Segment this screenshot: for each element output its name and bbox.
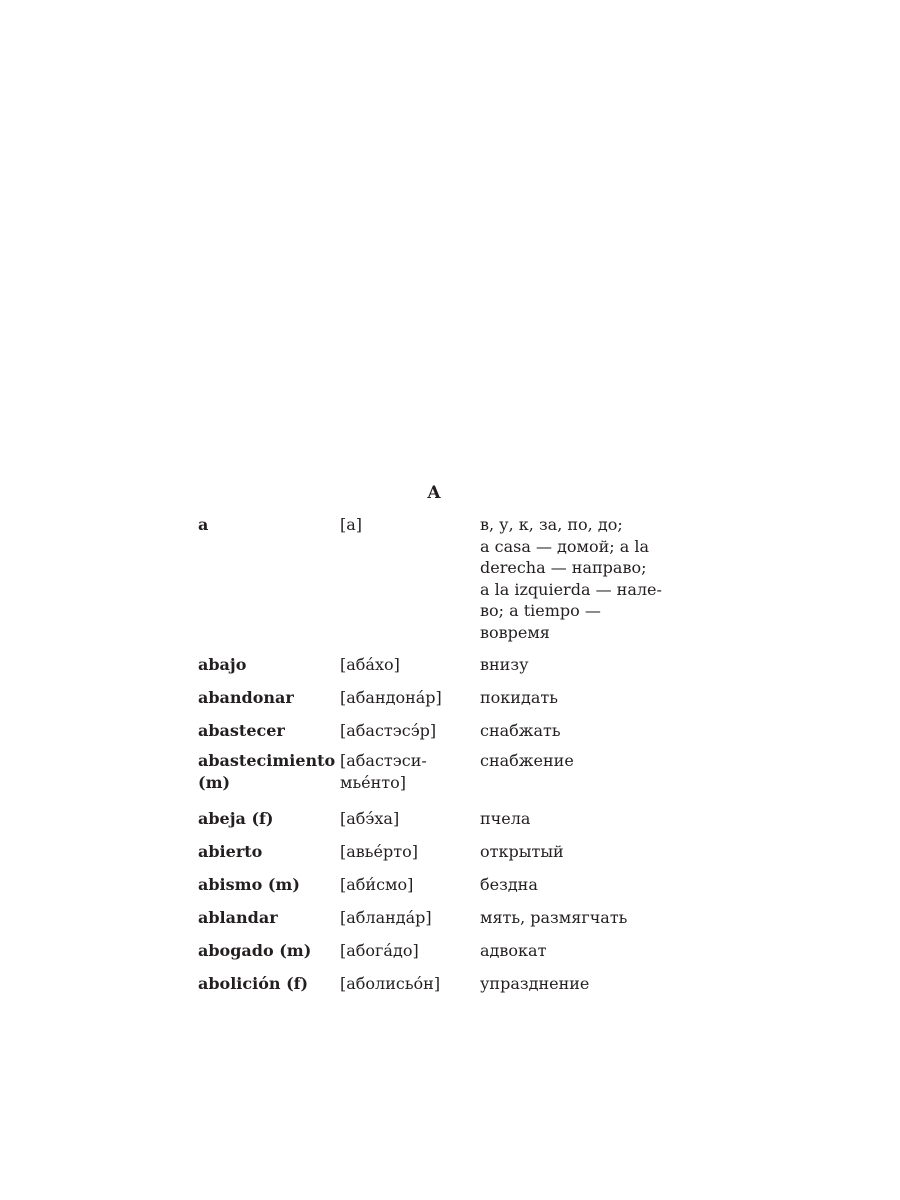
translation: пчела	[480, 809, 531, 828]
translation: внизу	[480, 655, 529, 674]
headword: abismo (m)	[198, 875, 300, 894]
translation-line: a casa — домой; a la	[480, 536, 650, 556]
translation-line: вовремя	[480, 622, 550, 642]
entry-row	[198, 973, 678, 995]
translation-line: derecha — направо;	[480, 558, 647, 577]
pronunciation: [абандона́р]	[340, 688, 442, 707]
translation-line: в, у, к, за, по, до;	[480, 515, 623, 534]
entry-row	[198, 940, 678, 962]
translation: адвокат	[480, 941, 547, 960]
entry-row	[198, 841, 678, 863]
translation: покидать	[480, 688, 558, 707]
pronunciation: [аболисьо́н]	[340, 974, 441, 993]
entry-row	[198, 874, 678, 896]
entry-row	[198, 907, 678, 929]
pronunciation: [абастэсэ́р]	[340, 720, 437, 740]
pronunciation: [авье́рто]	[340, 842, 418, 861]
pronunciation: [абэ́ха]	[340, 809, 400, 828]
pronunciation: [абланда́р]	[340, 908, 432, 927]
entry-row	[198, 808, 678, 830]
pronunciation: [а]	[340, 515, 363, 534]
entry-row	[198, 687, 678, 709]
headword: abogado (m)	[198, 941, 312, 960]
section-heading: A	[427, 483, 441, 503]
headword-line: abastecimiento	[198, 751, 336, 770]
headword: abolición (f)	[198, 974, 309, 993]
headword: abierto	[198, 842, 263, 861]
translation-line: a la izquierda — нале-	[480, 579, 662, 599]
headword: ablandar	[198, 908, 278, 927]
entry-row	[198, 720, 678, 742]
pronunciation-line: мье́нто]	[340, 772, 407, 792]
translation-line: во; a tiempo —	[480, 601, 601, 620]
translation: снабжение	[480, 751, 574, 770]
entry-list	[198, 514, 678, 995]
translation: упразднение	[480, 974, 590, 993]
translation: снабжать	[480, 720, 561, 740]
translation	[480, 514, 670, 643]
headword: a	[198, 515, 209, 534]
translation: открытый	[480, 842, 564, 861]
entry-row	[198, 750, 678, 793]
headword: abastecer	[198, 720, 285, 740]
headword-line: (m)	[198, 772, 231, 792]
pronunciation	[340, 750, 480, 793]
entry-row	[198, 654, 678, 676]
translation: бездна	[480, 875, 538, 894]
pronunciation: [аба́хо]	[340, 655, 400, 674]
translation: мять, размягчать	[480, 908, 628, 927]
headword: abeja (f)	[198, 809, 274, 828]
entry-row	[198, 514, 678, 643]
headword	[198, 750, 340, 793]
pronunciation-line: [абастэси-	[340, 751, 427, 770]
headword: abandonar	[198, 688, 294, 707]
headword: abajo	[198, 655, 247, 674]
pronunciation: [аби́смо]	[340, 875, 414, 894]
pronunciation: [абога́до]	[340, 941, 419, 960]
